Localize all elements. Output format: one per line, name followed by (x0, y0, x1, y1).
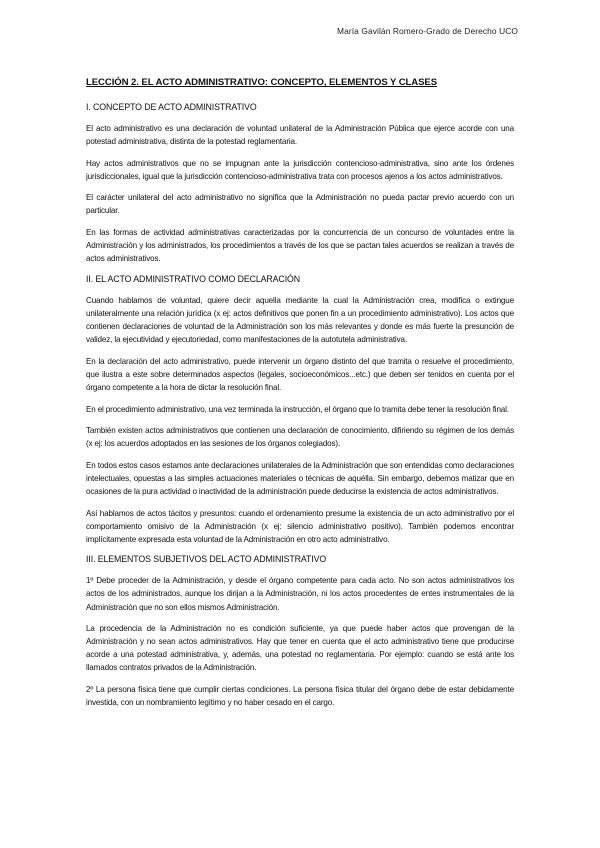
paragraph: También existen actos administrativos que contienen una declaración de conocimiento, difiriendo su régimen de los demás (x ej: los acuerdos adoptados en las sesiones de los órganos colegiados). (86, 426, 514, 449)
paragraph: El carácter unilateral del acto administrativo no significa que la Administración no pueda pactar previo acuerdo con un particular. (86, 193, 514, 216)
section-elementos-subjetivos (86, 554, 514, 709)
section-concepto (86, 102, 514, 265)
paragraph: Así hablamos de actos tácitos y presuntos: cuando el ordenamiento presume la existencia de un acto administrativo por el comportamiento omisivo de la Administración (x ej: silencio administrativo positivo). También podemos encontrar implícitamente expresada esta voluntad de la Administración en otro acto administrativo. (86, 508, 514, 544)
paragraph: El acto administrativo es una declaración de voluntad unilateral de la Administración Pública que ejerce acorde con una potestad administrativa, distinta de la potestad reglamentaria. (86, 124, 514, 147)
paragraph: Hay actos administrativos que no se impugnan ante la jurisdicción contencioso-administrativa, sino ante los órdenes jurisdiccionales, igual que la jurisdicción contencioso-administrativa trata con procesos ajenos a los actos administrativos. (86, 158, 514, 181)
paragraph: Cuando hablamos de voluntad, quiere decir aquella mediante la cual la Administración crea, modifica o extingue unilateralmente una relación jurídica (x ej: actos definitivos que ponen fin a un procedimiento administrativo). Los actos que contienen declaraciones de voluntad de la Administración son los más relevantes y donde es más fuerte la presunción de validez, la ejecutividad y ejecutoriedad, como manifestaciones de la autotutela administrativa. (86, 295, 514, 345)
paragraph: En todos estos casos estamos ante declaraciones unilaterales de la Administración que son entendidas como declaraciones intelectuales, opuestas a las simples actuaciones materiales o técnicas de aquélla. Sin embargo, debemos matizar que en ocasiones de la pura actividad o inactividad de la administración puede deducirse la existencia de actos administrativos. (86, 460, 514, 496)
section-heading: I. CONCEPTO DE ACTO ADMINISTRATIVO (86, 102, 257, 112)
document-body (86, 77, 514, 718)
paragraph: En las formas de actividad administrativas caracterizadas por la concurrencia de un concurso de voluntades entre la Administración y los administrados, los procedimientos a través de los que se pactan tales acuerdos se realizan a través de actos administrativos. (86, 228, 514, 264)
paragraph: En la declaración del acto administrativo, puede intervenir un órgano distinto del que tramita o resuelve el procedimiento, que ilustra a este sobre determinados aspectos (legales, socioeconómicos...etc.) que deben ser tenidos en cuenta por el órgano competente a la hora de dictar la resolución final. (86, 356, 514, 392)
paragraph: La procedencia de la Administración no es condición suficiente, ya que puede haber actos que provengan de la Administración y no sean actos administrativos. Hay que tener en cuenta que el acto administrativo tiene que producirse acorde a una potestad administrativa, y, además, una potestad no reglamentaria. Por ejemplo: cuando se está ante los llamados contratos privados de la Administración. (86, 624, 514, 673)
page-header: María Gavilán Romero-Grado de Derecho UCO (337, 26, 518, 36)
section-heading: III. ELEMENTOS SUBJETIVOS DEL ACTO ADMINISTRATIVO (86, 554, 327, 565)
section-heading: II. EL ACTO ADMINISTRATIVO COMO DECLARACIÓN (86, 273, 301, 284)
section-declaracion (86, 274, 514, 546)
paragraph: 2º La persona física tiene que cumplir ciertas condiciones. La persona física titular del órgano debe de estar debidamente investida, con un nombramiento legítimo y no haber cesado en el cargo. (86, 685, 514, 708)
paragraph: 1º Debe proceder de la Administración, y desde el órgano competente para cada acto. No son actos administrativos los actos de los administrados, aunque los dirijan a la Administración, ni los actos procedentes de entes instrumentales de la Administración que no son ellos mismos Administración. (86, 576, 514, 612)
paragraph: En el procedimiento administrativo, una vez terminada la instrucción, el órgano que lo tramita debe tener la resolución final. (86, 404, 509, 414)
lesson-title: LECCIÓN 2. EL ACTO ADMINISTRATIVO: CONCEPTO, ELEMENTOS Y CLASES (86, 77, 438, 88)
